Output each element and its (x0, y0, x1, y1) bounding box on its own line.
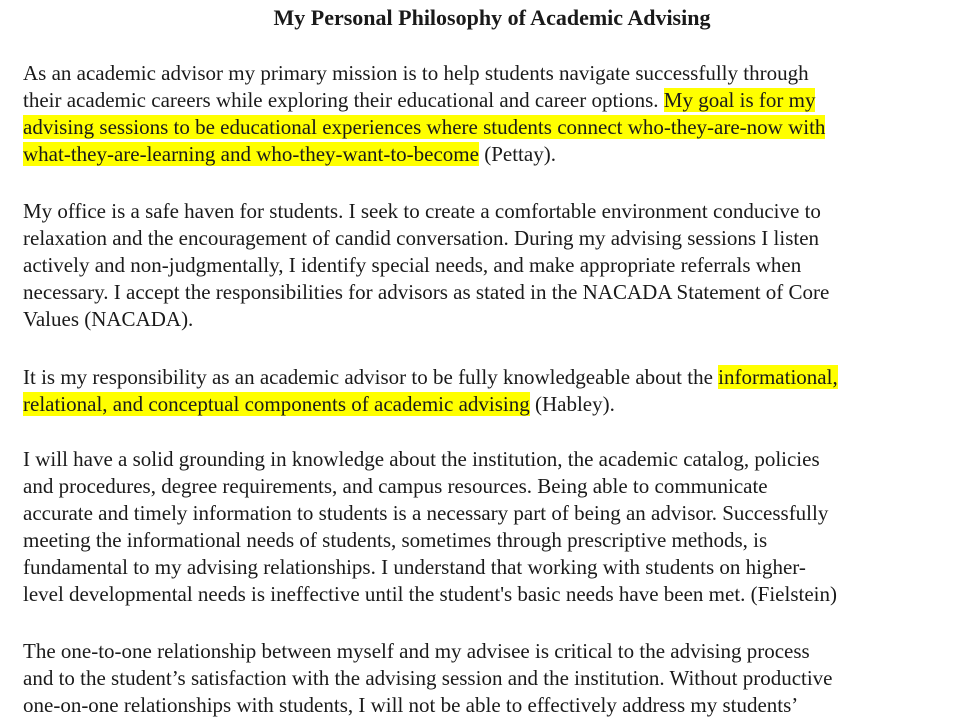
text-line (23, 364, 960, 391)
text-segment: relaxation and the encouragement of candid conversation. During my advising sessions I listen (23, 226, 820, 250)
text-line (23, 554, 960, 581)
text-line (23, 60, 960, 87)
document-title: My Personal Philosophy of Academic Advising (273, 5, 711, 30)
text-segment: and procedures, degree requirements, and campus resources. Being able to communicate (23, 474, 768, 498)
text-segment: accurate and timely information to students is a necessary part of being an advisor. Successfully (23, 501, 829, 525)
text-line (23, 500, 960, 527)
text-line (23, 141, 960, 168)
text-line (23, 391, 960, 418)
text-segment: As an academic advisor my primary mission is to help students navigate successfully through (23, 61, 809, 85)
text-line (23, 279, 960, 306)
highlighted-text: what-they-are-learning and who-they-want-to-become (23, 142, 479, 166)
text-segment: level developmental needs is ineffective until the student's basic needs have been met. (Fielstein) (23, 582, 837, 606)
text-segment: It is my responsibility as an academic advisor to be fully knowledgeable about the (23, 365, 719, 389)
text-line (23, 252, 960, 279)
text-segment: actively and non-judgmentally, I identify special needs, and make appropriate referrals when (23, 253, 802, 277)
text-line (23, 87, 960, 114)
text-line (23, 527, 960, 554)
text-line (23, 665, 960, 692)
text-segment: My office is a safe haven for students. I seek to create a comfortable environment conducive to (23, 199, 821, 223)
text-line (23, 198, 960, 225)
highlighted-text: advising sessions to be educational experiences where students connect who-they-are-now with (23, 115, 826, 139)
text-line (23, 581, 960, 608)
text-line (23, 114, 960, 141)
paragraph-relationship (23, 638, 960, 719)
text-line (23, 225, 960, 252)
text-segment: their academic careers while exploring their educational and career options. (23, 88, 664, 112)
text-line (23, 638, 960, 665)
paragraph-responsibility (23, 364, 960, 418)
text-segment: Values (NACADA). (23, 307, 194, 331)
text-segment: fundamental to my advising relationships. I understand that working with students on higher- (23, 555, 806, 579)
text-segment: I will have a solid grounding in knowledge about the institution, the academic catalog, policies (23, 447, 820, 471)
text-segment: necessary. I accept the responsibilities for advisors as stated in the NACADA Statement of Core (23, 280, 830, 304)
text-line (23, 473, 960, 500)
text-segment: and to the student’s satisfaction with the advising session and the institution. Without productive (23, 666, 833, 690)
text-line (23, 692, 960, 719)
highlighted-text: My goal is for my (663, 88, 816, 112)
paragraph-mission (23, 60, 960, 168)
text-segment: (Pettay). (478, 142, 556, 166)
paragraph-knowledge (23, 446, 960, 608)
text-line (23, 446, 960, 473)
text-segment: one-on-one relationships with students, I will not be able to effectively address my students’ (23, 693, 799, 717)
text-segment: The one-to-one relationship between myself and my advisee is critical to the advising process (23, 639, 810, 663)
text-segment: (Habley). (529, 392, 615, 416)
highlighted-text: informational, (718, 365, 838, 389)
text-segment: meeting the informational needs of students, sometimes through prescriptive methods, is (23, 528, 768, 552)
highlighted-text: relational, and conceptual components of academic advising (23, 392, 530, 416)
text-line (23, 306, 960, 333)
paragraph-safe-haven (23, 198, 960, 333)
